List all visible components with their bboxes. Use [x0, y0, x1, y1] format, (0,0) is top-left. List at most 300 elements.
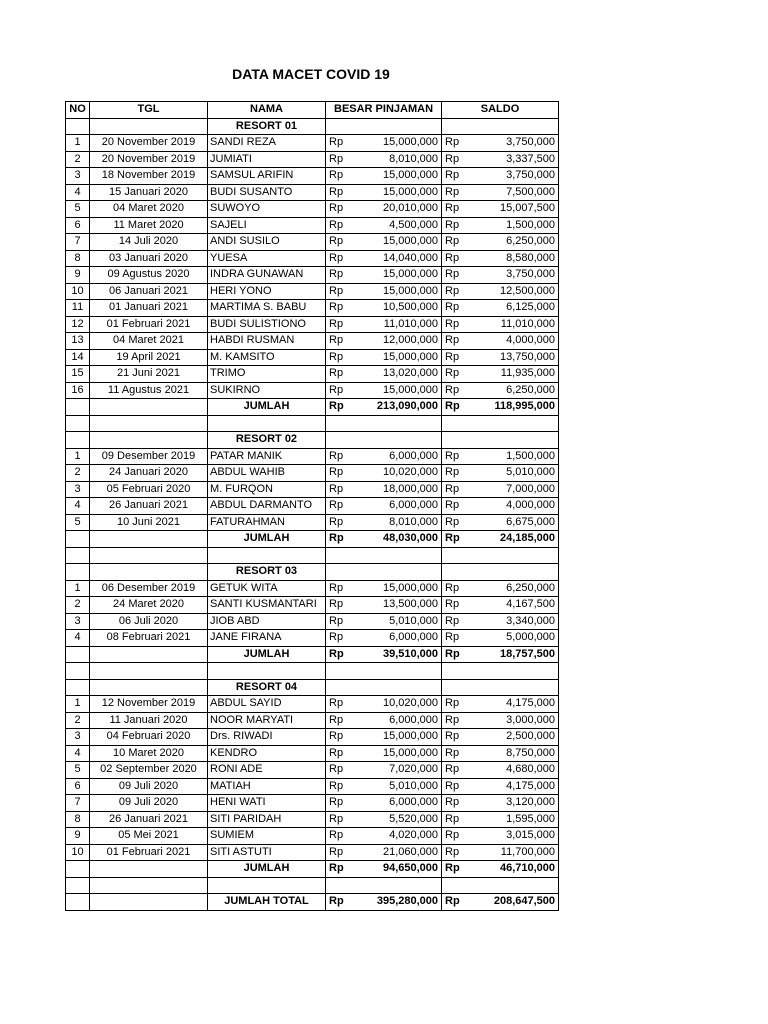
spacer-row — [66, 415, 559, 432]
currency-label: Rp — [326, 778, 342, 795]
row-nama: HENI WATI — [208, 795, 326, 812]
row-saldo: 3,750,000 — [460, 135, 559, 152]
row-saldo: 6,250,000 — [460, 382, 559, 399]
currency-label: Rp — [442, 498, 460, 515]
row-pinjaman: 20,010,000 — [342, 201, 442, 218]
empty-cell — [66, 861, 90, 878]
header-nama: NAMA — [208, 102, 326, 119]
empty-cell — [442, 679, 559, 696]
row-saldo: 8,750,000 — [460, 745, 559, 762]
table-row — [66, 201, 559, 218]
row-pinjaman: 15,000,000 — [342, 168, 442, 185]
currency-label: Rp — [442, 795, 460, 812]
row-nama: SUWOYO — [208, 201, 326, 218]
row-no: 7 — [66, 795, 90, 812]
row-no: 5 — [66, 201, 90, 218]
row-no: 9 — [66, 828, 90, 845]
row-nama: SUMIEM — [208, 828, 326, 845]
table-row — [66, 498, 559, 515]
table-row — [66, 382, 559, 399]
row-pinjaman: 12,000,000 — [342, 333, 442, 350]
row-pinjaman: 6,000,000 — [342, 498, 442, 515]
table-row — [66, 795, 559, 812]
table-row — [66, 151, 559, 168]
currency-label: Rp — [442, 382, 460, 399]
row-pinjaman: 18,000,000 — [342, 481, 442, 498]
empty-cell — [90, 118, 208, 135]
empty-cell — [66, 531, 90, 548]
empty-cell — [208, 663, 326, 680]
row-saldo: 3,750,000 — [460, 267, 559, 284]
row-tgl: 04 Maret 2021 — [90, 333, 208, 350]
table-row — [66, 828, 559, 845]
row-no: 4 — [66, 498, 90, 515]
currency-label: Rp — [442, 399, 460, 416]
empty-cell — [442, 547, 559, 564]
currency-label: Rp — [442, 778, 460, 795]
row-no: 1 — [66, 580, 90, 597]
currency-label: Rp — [442, 316, 460, 333]
row-no: 13 — [66, 333, 90, 350]
row-pinjaman: 15,000,000 — [342, 580, 442, 597]
row-saldo: 6,125,000 — [460, 300, 559, 317]
currency-label: Rp — [326, 481, 342, 498]
empty-cell — [208, 415, 326, 432]
row-nama: GETUK WITA — [208, 580, 326, 597]
row-no: 4 — [66, 630, 90, 647]
row-no: 10 — [66, 283, 90, 300]
empty-cell — [66, 894, 90, 911]
row-saldo: 12,500,000 — [460, 283, 559, 300]
row-tgl: 09 Juli 2020 — [90, 778, 208, 795]
row-no: 5 — [66, 514, 90, 531]
currency-label: Rp — [326, 234, 342, 251]
currency-label: Rp — [442, 151, 460, 168]
row-saldo: 3,120,000 — [460, 795, 559, 812]
currency-label: Rp — [326, 844, 342, 861]
row-nama: Drs. RIWADI — [208, 729, 326, 746]
empty-cell — [90, 564, 208, 581]
row-pinjaman: 15,000,000 — [342, 729, 442, 746]
row-pinjaman: 5,520,000 — [342, 811, 442, 828]
currency-label: Rp — [326, 316, 342, 333]
row-nama: PATAR MANIK — [208, 448, 326, 465]
row-pinjaman: 14,040,000 — [342, 250, 442, 267]
total-label: JUMLAH — [208, 531, 326, 548]
currency-label: Rp — [442, 580, 460, 597]
currency-label: Rp — [442, 514, 460, 531]
currency-label: Rp — [442, 531, 460, 548]
row-saldo: 5,000,000 — [460, 630, 559, 647]
header-no: NO — [66, 102, 90, 119]
empty-cell — [442, 118, 559, 135]
currency-label: Rp — [442, 184, 460, 201]
empty-cell — [90, 531, 208, 548]
row-tgl: 21 Juni 2021 — [90, 366, 208, 383]
row-pinjaman: 10,020,000 — [342, 696, 442, 713]
empty-cell — [66, 646, 90, 663]
row-pinjaman: 10,500,000 — [342, 300, 442, 317]
currency-label: Rp — [326, 151, 342, 168]
currency-label: Rp — [442, 712, 460, 729]
row-no: 16 — [66, 382, 90, 399]
currency-label: Rp — [326, 580, 342, 597]
table-row — [66, 250, 559, 267]
currency-label: Rp — [442, 613, 460, 630]
empty-cell — [90, 861, 208, 878]
row-nama: ABDUL SAYID — [208, 696, 326, 713]
currency-label: Rp — [326, 135, 342, 152]
empty-cell — [326, 432, 442, 449]
row-no: 3 — [66, 481, 90, 498]
row-tgl: 05 Februari 2020 — [90, 481, 208, 498]
resort-total-row — [66, 399, 559, 416]
row-pinjaman: 5,010,000 — [342, 613, 442, 630]
currency-label: Rp — [442, 448, 460, 465]
currency-label: Rp — [326, 861, 342, 878]
spacer-row — [66, 663, 559, 680]
row-tgl: 05 Mei 2021 — [90, 828, 208, 845]
row-saldo: 11,010,000 — [460, 316, 559, 333]
total-saldo: 208,647,500 — [460, 894, 559, 911]
currency-label: Rp — [326, 448, 342, 465]
total-saldo: 118,995,000 — [460, 399, 559, 416]
row-tgl: 01 Februari 2021 — [90, 316, 208, 333]
resort-name: RESORT 03 — [208, 564, 326, 581]
row-pinjaman: 6,000,000 — [342, 795, 442, 812]
row-no: 8 — [66, 250, 90, 267]
row-nama: MARTIMA S. BABU — [208, 300, 326, 317]
grand-total-row — [66, 894, 559, 911]
row-no: 6 — [66, 217, 90, 234]
total-saldo: 46,710,000 — [460, 861, 559, 878]
currency-label: Rp — [442, 135, 460, 152]
total-pinjaman: 48,030,000 — [342, 531, 442, 548]
row-no: 2 — [66, 712, 90, 729]
currency-label: Rp — [442, 168, 460, 185]
row-tgl: 09 Juli 2020 — [90, 795, 208, 812]
row-nama: SITI PARIDAH — [208, 811, 326, 828]
currency-label: Rp — [326, 250, 342, 267]
resort-header-row — [66, 432, 559, 449]
row-no: 3 — [66, 729, 90, 746]
currency-label: Rp — [442, 844, 460, 861]
currency-label: Rp — [326, 333, 342, 350]
empty-cell — [442, 564, 559, 581]
currency-label: Rp — [326, 696, 342, 713]
empty-cell — [442, 877, 559, 894]
currency-label: Rp — [326, 531, 342, 548]
row-tgl: 11 Agustus 2021 — [90, 382, 208, 399]
row-tgl: 10 Maret 2020 — [90, 745, 208, 762]
table-row — [66, 630, 559, 647]
empty-cell — [66, 547, 90, 564]
row-no: 1 — [66, 696, 90, 713]
resort-header-row — [66, 118, 559, 135]
row-saldo: 3,337,500 — [460, 151, 559, 168]
currency-label: Rp — [442, 861, 460, 878]
row-no: 4 — [66, 745, 90, 762]
currency-label: Rp — [326, 597, 342, 614]
row-pinjaman: 4,020,000 — [342, 828, 442, 845]
row-no: 11 — [66, 300, 90, 317]
currency-label: Rp — [442, 250, 460, 267]
empty-cell — [90, 432, 208, 449]
currency-label: Rp — [326, 745, 342, 762]
currency-label: Rp — [326, 366, 342, 383]
table-row — [66, 135, 559, 152]
row-pinjaman: 15,000,000 — [342, 283, 442, 300]
row-no: 10 — [66, 844, 90, 861]
page-title: DATA MACET COVID 19 — [232, 66, 390, 82]
row-nama: BUDI SUSANTO — [208, 184, 326, 201]
currency-label: Rp — [326, 646, 342, 663]
row-pinjaman: 15,000,000 — [342, 234, 442, 251]
row-saldo: 6,250,000 — [460, 234, 559, 251]
row-nama: JUMIATI — [208, 151, 326, 168]
row-saldo: 15,007,500 — [460, 201, 559, 218]
empty-cell — [66, 877, 90, 894]
row-no: 12 — [66, 316, 90, 333]
empty-cell — [326, 564, 442, 581]
total-saldo: 18,757,500 — [460, 646, 559, 663]
row-nama: SITI ASTUTI — [208, 844, 326, 861]
row-saldo: 7,500,000 — [460, 184, 559, 201]
currency-label: Rp — [442, 646, 460, 663]
row-nama: M. KAMSITO — [208, 349, 326, 366]
table-row — [66, 481, 559, 498]
row-tgl: 02 September 2020 — [90, 762, 208, 779]
row-pinjaman: 15,000,000 — [342, 349, 442, 366]
row-pinjaman: 8,010,000 — [342, 514, 442, 531]
row-saldo: 11,935,000 — [460, 366, 559, 383]
empty-cell — [326, 118, 442, 135]
empty-cell — [442, 663, 559, 680]
currency-label: Rp — [442, 349, 460, 366]
row-no: 1 — [66, 135, 90, 152]
row-pinjaman: 15,000,000 — [342, 184, 442, 201]
row-tgl: 24 Maret 2020 — [90, 597, 208, 614]
currency-label: Rp — [326, 514, 342, 531]
resort-header-row — [66, 679, 559, 696]
currency-label: Rp — [326, 613, 342, 630]
currency-label: Rp — [326, 795, 342, 812]
total-label: JUMLAH — [208, 399, 326, 416]
currency-label: Rp — [442, 696, 460, 713]
row-no: 6 — [66, 778, 90, 795]
row-tgl: 06 Juli 2020 — [90, 613, 208, 630]
empty-cell — [90, 646, 208, 663]
table-row — [66, 234, 559, 251]
row-saldo: 13,750,000 — [460, 349, 559, 366]
row-tgl: 14 Juli 2020 — [90, 234, 208, 251]
row-saldo: 4,175,000 — [460, 778, 559, 795]
row-tgl: 10 Juni 2021 — [90, 514, 208, 531]
row-pinjaman: 4,500,000 — [342, 217, 442, 234]
currency-label: Rp — [326, 201, 342, 218]
empty-cell — [90, 399, 208, 416]
row-no: 2 — [66, 465, 90, 482]
row-nama: KENDRO — [208, 745, 326, 762]
currency-label: Rp — [442, 481, 460, 498]
row-nama: MATIAH — [208, 778, 326, 795]
row-no: 5 — [66, 762, 90, 779]
resort-total-row — [66, 861, 559, 878]
empty-cell — [326, 415, 442, 432]
table-row — [66, 844, 559, 861]
row-pinjaman: 10,020,000 — [342, 465, 442, 482]
row-tgl: 20 November 2019 — [90, 135, 208, 152]
row-pinjaman: 21,060,000 — [342, 844, 442, 861]
total-label: JUMLAH — [208, 861, 326, 878]
currency-label: Rp — [326, 894, 342, 911]
currency-label: Rp — [442, 201, 460, 218]
row-nama: RONI ADE — [208, 762, 326, 779]
row-no: 2 — [66, 597, 90, 614]
currency-label: Rp — [326, 217, 342, 234]
resort-total-row — [66, 531, 559, 548]
row-tgl: 24 Januari 2020 — [90, 465, 208, 482]
row-no: 4 — [66, 184, 90, 201]
row-nama: M. FURQON — [208, 481, 326, 498]
header-tgl: TGL — [90, 102, 208, 119]
row-saldo: 4,000,000 — [460, 498, 559, 515]
row-saldo: 6,675,000 — [460, 514, 559, 531]
row-pinjaman: 13,500,000 — [342, 597, 442, 614]
row-tgl: 26 Januari 2021 — [90, 498, 208, 515]
currency-label: Rp — [442, 729, 460, 746]
loan-table — [65, 101, 559, 911]
currency-label: Rp — [442, 366, 460, 383]
empty-cell — [66, 679, 90, 696]
empty-cell — [326, 679, 442, 696]
empty-cell — [90, 415, 208, 432]
currency-label: Rp — [326, 267, 342, 284]
row-pinjaman: 15,000,000 — [342, 135, 442, 152]
spacer-row — [66, 877, 559, 894]
currency-label: Rp — [442, 465, 460, 482]
row-saldo: 4,680,000 — [460, 762, 559, 779]
table-row — [66, 184, 559, 201]
row-tgl: 04 Februari 2020 — [90, 729, 208, 746]
row-nama: YUESA — [208, 250, 326, 267]
currency-label: Rp — [442, 217, 460, 234]
table-row — [66, 580, 559, 597]
row-tgl: 01 Januari 2021 — [90, 300, 208, 317]
currency-label: Rp — [326, 762, 342, 779]
row-nama: SAJELI — [208, 217, 326, 234]
row-tgl: 01 Februari 2021 — [90, 844, 208, 861]
empty-cell — [326, 877, 442, 894]
row-pinjaman: 11,010,000 — [342, 316, 442, 333]
row-nama: SUKIRNO — [208, 382, 326, 399]
row-no: 7 — [66, 234, 90, 251]
row-tgl: 11 Maret 2020 — [90, 217, 208, 234]
currency-label: Rp — [442, 630, 460, 647]
row-saldo: 1,500,000 — [460, 217, 559, 234]
row-tgl: 06 Desember 2019 — [90, 580, 208, 597]
empty-cell — [326, 547, 442, 564]
row-nama: ANDI SUSILO — [208, 234, 326, 251]
table-row — [66, 729, 559, 746]
row-pinjaman: 5,010,000 — [342, 778, 442, 795]
table-row — [66, 712, 559, 729]
currency-label: Rp — [442, 283, 460, 300]
row-tgl: 20 November 2019 — [90, 151, 208, 168]
row-no: 3 — [66, 613, 90, 630]
row-saldo: 6,250,000 — [460, 580, 559, 597]
row-tgl: 18 November 2019 — [90, 168, 208, 185]
header-saldo: SALDO — [442, 102, 559, 119]
table-row — [66, 762, 559, 779]
table-row — [66, 514, 559, 531]
row-saldo: 1,595,000 — [460, 811, 559, 828]
currency-label: Rp — [326, 630, 342, 647]
empty-cell — [326, 663, 442, 680]
row-saldo: 4,167,500 — [460, 597, 559, 614]
row-nama: ABDUL DARMANTO — [208, 498, 326, 515]
row-no: 15 — [66, 366, 90, 383]
currency-label: Rp — [326, 283, 342, 300]
currency-label: Rp — [326, 168, 342, 185]
header-besar-pinjaman: BESAR PINJAMAN — [326, 102, 442, 119]
row-no: 2 — [66, 151, 90, 168]
row-nama: SAMSUL ARIFIN — [208, 168, 326, 185]
row-no: 1 — [66, 448, 90, 465]
row-nama: NOOR MARYATI — [208, 712, 326, 729]
row-saldo: 3,000,000 — [460, 712, 559, 729]
currency-label: Rp — [442, 234, 460, 251]
currency-label: Rp — [326, 729, 342, 746]
row-tgl: 11 Januari 2020 — [90, 712, 208, 729]
row-no: 3 — [66, 168, 90, 185]
table-row — [66, 448, 559, 465]
spacer-row — [66, 547, 559, 564]
row-nama: BUDI SULISTIONO — [208, 316, 326, 333]
row-pinjaman: 6,000,000 — [342, 712, 442, 729]
table-row — [66, 366, 559, 383]
empty-cell — [208, 547, 326, 564]
header-row — [66, 102, 559, 119]
row-saldo: 8,580,000 — [460, 250, 559, 267]
row-saldo: 4,000,000 — [460, 333, 559, 350]
total-pinjaman: 395,280,000 — [342, 894, 442, 911]
row-pinjaman: 6,000,000 — [342, 448, 442, 465]
total-label: JUMLAH TOTAL — [208, 894, 326, 911]
row-pinjaman: 7,020,000 — [342, 762, 442, 779]
row-saldo: 3,340,000 — [460, 613, 559, 630]
total-saldo: 24,185,000 — [460, 531, 559, 548]
total-label: JUMLAH — [208, 646, 326, 663]
empty-cell — [66, 564, 90, 581]
currency-label: Rp — [442, 745, 460, 762]
row-nama: JANE FIRANA — [208, 630, 326, 647]
row-tgl: 08 Februari 2021 — [90, 630, 208, 647]
row-tgl: 26 Januari 2021 — [90, 811, 208, 828]
table-row — [66, 267, 559, 284]
table-row — [66, 696, 559, 713]
currency-label: Rp — [442, 333, 460, 350]
row-pinjaman: 13,020,000 — [342, 366, 442, 383]
table-body — [66, 118, 559, 910]
empty-cell — [442, 432, 559, 449]
row-saldo: 11,700,000 — [460, 844, 559, 861]
row-pinjaman: 8,010,000 — [342, 151, 442, 168]
row-pinjaman: 15,000,000 — [342, 745, 442, 762]
resort-name: RESORT 01 — [208, 118, 326, 135]
currency-label: Rp — [442, 267, 460, 284]
row-nama: FATURAHMAN — [208, 514, 326, 531]
